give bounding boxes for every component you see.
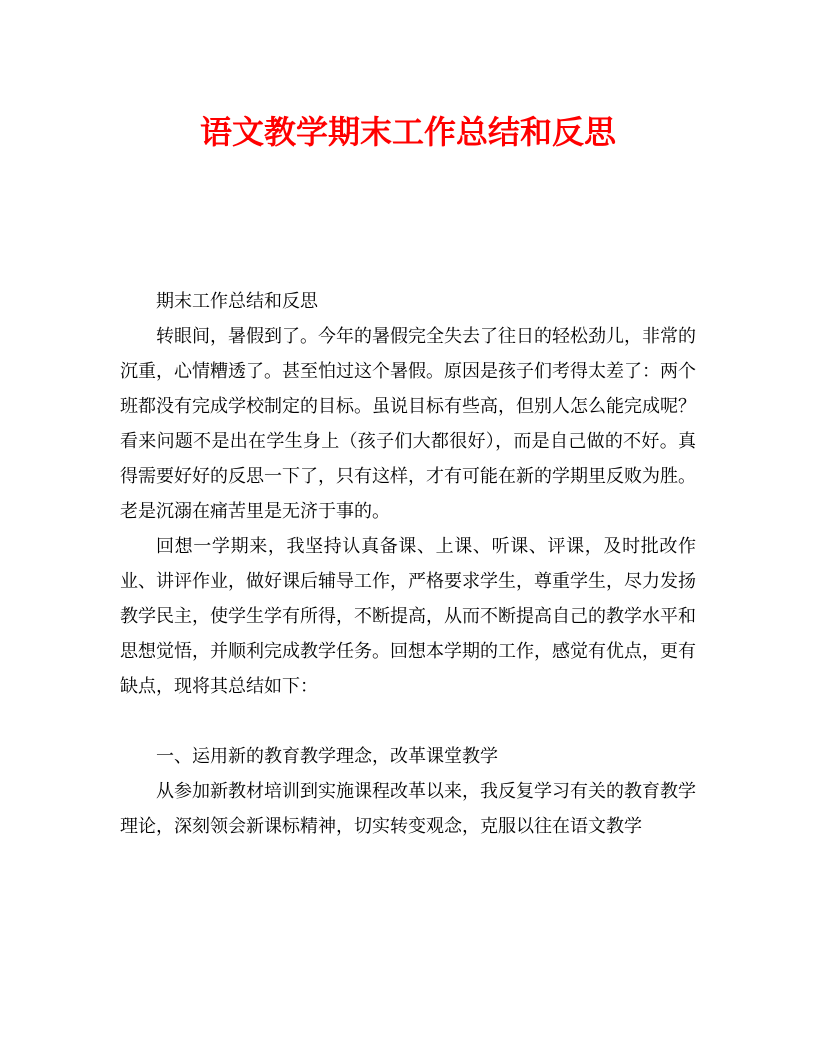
document-title: 语文教学期末工作总结和反思 <box>199 113 616 151</box>
paragraph-review: 回想一学期来，我坚持认真备课、上课、听课、评课，及时批改作业、讲评作业，做好课后辅导工作，严格要求学生，尊重学生，尽力发扬教学民主，使学生学有所得，不断提高，从而不断提高自己的教学水平和思想觉悟，并顺利完成教学任务。回想本学期的工作，感觉有优点，更有缺点，现将其总结如下： <box>120 536 696 697</box>
section-heading-1: 一、运用新的教育教学理念，改革课堂教学 <box>156 746 498 767</box>
paragraph-gap <box>120 704 696 739</box>
document-body <box>120 284 696 844</box>
paragraph-subtitle: 期末工作总结和反思 <box>156 291 318 312</box>
paragraph-section-1: 从参加新教材培训到实施课程改革以来，我反复学习有关的教育教学理论，深刻领会新课标精神，切实转变观念，克服以往在语文教学 <box>120 781 696 837</box>
paragraph-intro: 转眼间，暑假到了。今年的暑假完全失去了往日的轻松劲儿，非常的沉重，心情糟透了。甚至怕过这个暑假。原因是孩子们考得太差了：两个班都没有完成学校制定的目标。虽说目标有些高，但别人怎么能完成呢？看来问题不是出在学生身上（孩子们大都很好），而是自己做的不好。真得需要好好的反思一下了，只有这样，才有可能在新的学期里反败为胜。老是沉溺在痛苦里是无济于事的。 <box>120 326 696 522</box>
